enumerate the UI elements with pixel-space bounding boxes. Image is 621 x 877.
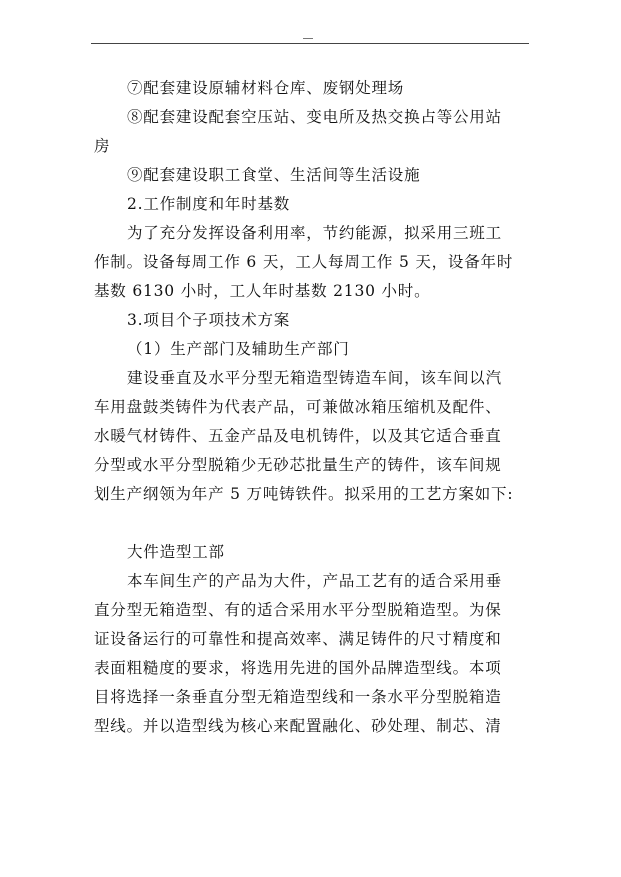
- paragraph-gap: [94, 509, 526, 538]
- list-item-8: ⑧配套建设配套空压站、变电所及热交换占等公用站: [127, 108, 502, 126]
- paragraph-line: 直分型无箱造型、有的适合采用水平分型脱箱造型。为保: [94, 601, 502, 619]
- header-rule: [91, 43, 529, 44]
- list-item-9: ⑨配套建设职工食堂、生活间等生活设施: [127, 166, 421, 184]
- section-heading-work-schedule: 2.工作制度和年时基数: [127, 195, 291, 213]
- paragraph-line: 建设垂直及水平分型无箱造型铸造车间，该车间以汽: [127, 369, 502, 387]
- list-item-7: ⑦配套建设原辅材料仓库、废钢处理场: [127, 79, 405, 97]
- paragraph-line: 水暖气材铸件、五金产品及电机铸件，以及其它适合垂直: [94, 427, 502, 445]
- paragraph-line: 作制。设备每周工作 6 天，工人每周工作 5 天，设备年时: [94, 253, 514, 271]
- document-body: [94, 74, 526, 741]
- subsection-heading-large-casting: 大件造型工部: [127, 543, 225, 561]
- paragraph-line: 为了充分发挥设备利用率，节约能源，拟采用三班工: [127, 224, 502, 242]
- header-mark: [303, 38, 313, 39]
- paragraph-line: 分型或水平分型脱箱少无砂芯批量生产的铸件，该车间规: [94, 456, 502, 474]
- list-item-8-continued: 房: [94, 137, 111, 155]
- paragraph-line: 证设备运行的可靠性和提高效率、满足铸件的尺寸精度和: [94, 630, 502, 648]
- paragraph-line: 划生产纲领为年产 5 万吨铸铁件。拟采用的工艺方案如下:: [94, 485, 514, 503]
- section-heading-technical-plan: 3.项目个子项技术方案: [127, 311, 291, 329]
- paragraph-line: 型线。并以造型线为核心来配置融化、砂处理、制芯、清: [94, 717, 502, 735]
- paragraph-line: 车用盘鼓类铸件为代表产品，可兼做冰箱压缩机及配件、: [94, 398, 502, 416]
- paragraph-line: 表面粗糙度的要求，将选用先进的国外品牌造型线。本项: [94, 659, 502, 677]
- paragraph-line: 本车间生产的产品为大件，产品工艺有的适合采用垂: [127, 572, 502, 590]
- paragraph-line: 基数 6130 小时，工人年时基数 2130 小时。: [94, 282, 431, 300]
- subsection-heading-production: （1）生产部门及辅助生产部门: [127, 340, 350, 358]
- paragraph-line: 目将选择一条垂直分型无箱造型线和一条水平分型脱箱造: [94, 688, 502, 706]
